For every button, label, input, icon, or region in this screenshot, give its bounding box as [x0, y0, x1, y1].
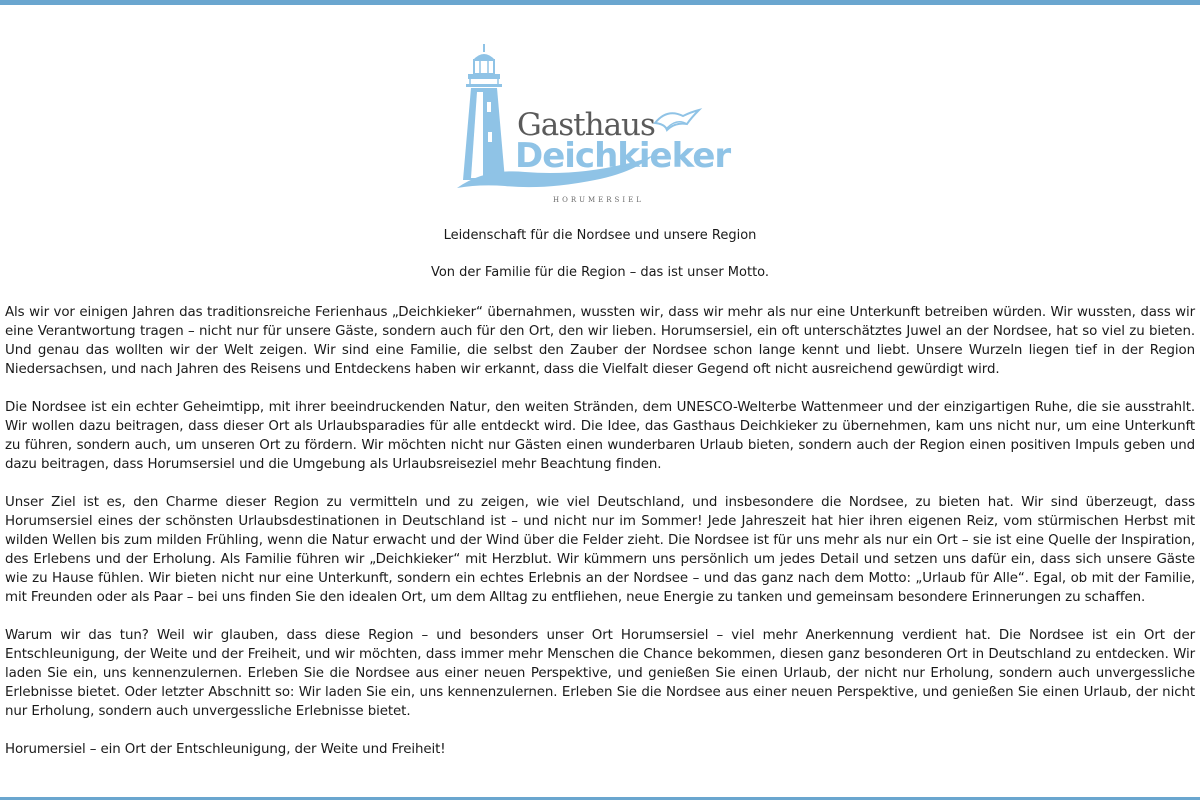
paragraph: Als wir vor einigen Jahren das traditionsreiche Ferienhaus „Deichkieker“ übernahmen, wussten wir, dass wir mehr als nur eine Unterkunft betreiben würden. Wir wussten, dass wir eine Verantwortung tragen – nicht nur für unsere Gäste, sondern auch für den Ort, den wir lieben. Horumsersiel, ein oft unterschätztes Juwel an der Nordsee, hat so viel zu bieten. Und genau das wollten wir der Welt zeigen. Wir sind eine Familie, die selbst den Zauber der Nordsee schon lange kennt und liebt. Unsere Wurzeln liegen tief in der Region Niedersachsen, und nach Jahren des Reisens und Entdeckens haben wir erkannt, dass die Vielfalt dieser Gegend oft nicht ausreichend gewürdigt wird. [5, 305, 1195, 377]
motto: Von der Familie für die Region – das ist unser Motto. [430, 265, 770, 280]
paragraph: Die Nordsee ist ein echter Geheimtipp, mit ihrer beeindruckenden Natur, den weiten Stränden, dem UNESCO-Welterbe Wattenmeer und der einzigartigen Ruhe, die sie ausstrahlt. Wir wollen dazu beitragen, dass dieser Ort als Urlaubsparadies für alle entdeckt wird. Die Idee, das Gasthaus Deichkieker zu übernehmen, kam uns nicht nur, um eine Unterkunft zu führen, sondern auch, um unseren Ort zu fördern. Wir möchten nicht nur Gästen einen wunderbaren Urlaub bieten, sondern auch der Region einen positiven Impuls geben und dazu beitragen, dass Horumsersiel und die Umgebung als Urlaubsreiseziel mehr Beachtung finden. [5, 400, 1195, 472]
brand-name-line1: Gasthaus [517, 107, 655, 143]
brand-location: HORUMERSIEL [553, 196, 644, 204]
body-text [5, 303, 1195, 778]
closing-line: Horumersiel – ein Ort der Entschleunigung, der Weite und Freiheit! [5, 742, 446, 757]
brand-name-line2: Deichkieker [515, 136, 731, 176]
tagline: Leidenschaft für die Nordsee und unsere Region [443, 228, 757, 243]
paragraph: Warum wir das tun? Weil wir glauben, dass diese Region – und besonders unser Ort Horumsersiel – viel mehr Anerkennung verdient hat. Die Nordsee ist ein Ort der Entschleunigung, der Weite und der Freiheit, und wir möchten, dass immer mehr Menschen die Chance bekommen, diesen ganz besonderen Ort in Deutschland zu entdecken. Wir laden Sie ein, uns kennenzulernen. Erleben Sie die Nordsee aus einer neuen Perspektive, und genießen Sie einen Urlaub, der nicht nur Erholung, sondern auch unvergessliche Erlebnisse bietet. Oder letzter Abschnitt so: Wir laden Sie ein, uns kennenzulernen. Erleben Sie die Nordsee aus einer neuen Perspektive, und genießen Sie einen Urlaub, der nicht nur Erholung, sondern auch unvergessliche Erlebnisse bietet. [5, 628, 1195, 719]
logo [455, 40, 745, 210]
top-border [0, 0, 1200, 5]
paragraph: Unser Ziel ist es, den Charme dieser Region zu vermitteln und zu zeigen, wie viel Deutschland, und insbesondere die Nordsee, zu bieten hat. Wir sind überzeugt, dass Horumsersiel eines der schönsten Urlaubsdestinationen in Deutschland ist – und nicht nur im Sommer! Jede Jahreszeit hat hier ihren eigenen Reiz, vom stürmischen Herbst mit wilden Wellen bis zum milden Frühling, wenn die Natur erwacht und der Wind über die Felder zieht. Die Nordsee ist für uns mehr als nur ein Ort – sie ist eine Quelle der Inspiration, des Erlebens und der Erholung. Als Familie führen wir „Deichkieker“ mit Herzblut. Wir kümmern uns persönlich um jedes Detail und setzen uns dafür ein, dass sich unsere Gäste wie zu Hause fühlen. Wir bieten nicht nur eine Unterkunft, sondern ein echtes Erlebnis an der Nordsee – und das ganz nach dem Motto: „Urlaub für Alle“. Egal, ob mit der Familie, mit Freunden oder als Paar – bei uns finden Sie den idealen Ort, um dem Alltag zu entfliehen, neue Energie zu tanken und gemeinsam besondere Erinnerungen zu schaffen. [5, 495, 1195, 605]
